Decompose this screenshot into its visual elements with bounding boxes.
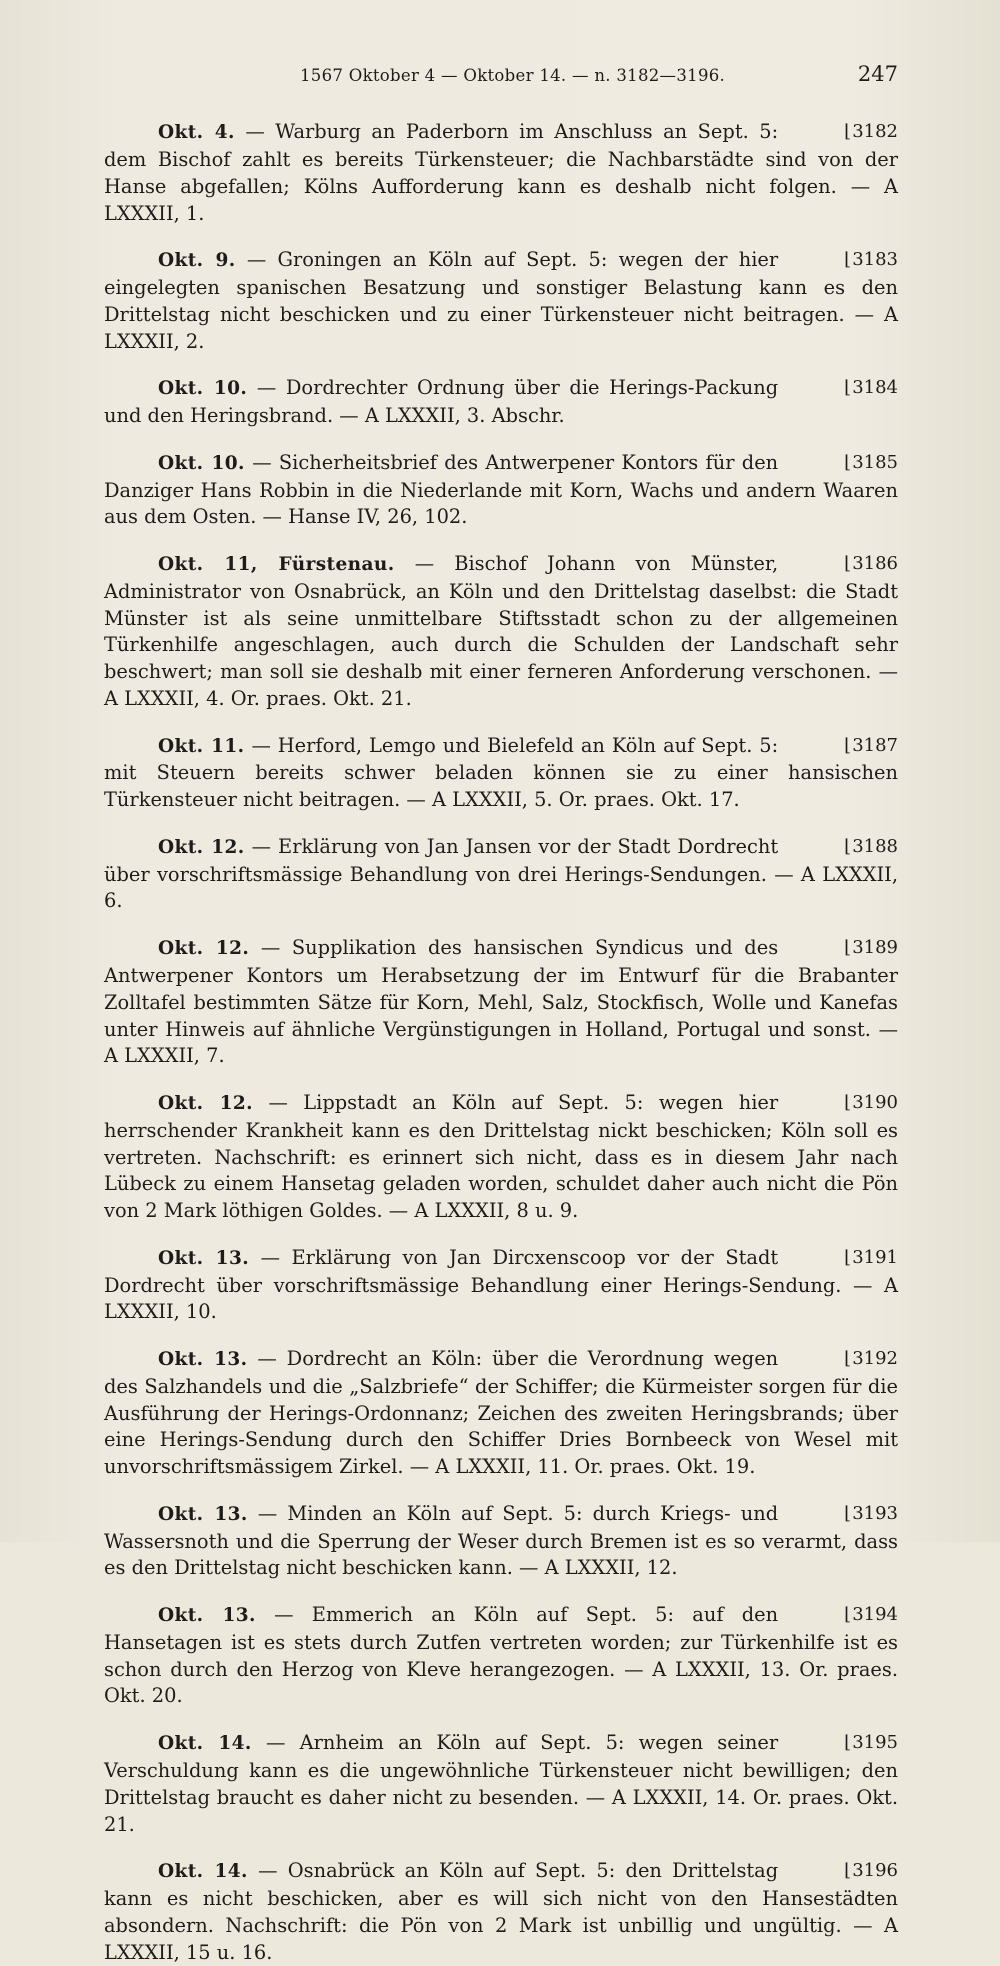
entry-number: 3190 xyxy=(852,1091,898,1113)
register-entry xyxy=(104,1730,898,1839)
entry-text: — Arnheim an Köln auf Sept. 5: wegen seiner Verschuldung kann es die ungewöhnliche Türkensteuer nicht bewilligen; den Drittelstag braucht es daher nicht zu besenden. — A LXXXII, 14. Or. praes. Okt. 21. xyxy=(104,1730,898,1836)
entry-date: Okt. 13. xyxy=(158,1604,256,1626)
entry-text: — Herford, Lemgo und Bielefeld an Köln auf Sept. 5: mit Steuern bereits schwer beladen können sie zu einer hansischen Türkensteuer nicht beitragen. — A LXXXII, 5. Or. praes. Okt. 17. xyxy=(104,733,898,812)
entry-date: Okt. 12. xyxy=(158,937,250,959)
entry-number: 3194 xyxy=(852,1603,898,1625)
entry-number-wrap: ⌊3191 xyxy=(844,1246,898,1268)
entry-number: 3191 xyxy=(852,1246,898,1268)
register-entry xyxy=(104,450,898,532)
entry-date: Okt. 10. xyxy=(158,378,248,400)
entry-text: — Dordrecht an Köln: über die Verordnung wegen des Salzhandels und die „Salzbriefe“ der Schiffer; die Kürmeister sorgen für die Ausführung der Herings-Ordonnanz; Zeichen des zweiten Heringsbrands; über eine Herings-Sendung durch den Schiffer Dries Bornbeeck von Wesel mit unvorschriftsmässigem Zirkel. — A LXXXII, 11. Or. praes. Okt. 19. xyxy=(104,1346,898,1479)
entry-date: Okt. 11. xyxy=(158,735,245,757)
entry-number-wrap: ⌊3182 xyxy=(844,121,898,143)
entry-text: — Warburg an Paderborn im Anschluss an Sept. 5: dem Bischof zahlt es bereits Türkensteuer; die Nachbarstädte sind von der Hanse abgefallen; Kölns Aufforderung kann es deshalb nicht folgen. — A LXXXII, 1. xyxy=(104,120,898,226)
entry-number-wrap: ⌊3196 xyxy=(844,1859,898,1881)
entry-date: Okt. 13. xyxy=(158,1348,248,1370)
register-entry xyxy=(104,1858,898,1966)
entry-number: 3195 xyxy=(852,1731,898,1753)
register-entry xyxy=(104,1245,898,1327)
entry-number-wrap: ⌊3184 xyxy=(844,377,898,399)
register-entries xyxy=(104,119,898,1966)
entry-number: 3196 xyxy=(852,1859,898,1881)
register-entry xyxy=(104,733,898,815)
entry-number: 3184 xyxy=(852,377,898,399)
entry-number: 3188 xyxy=(852,835,898,857)
entry-date: Okt. 4. xyxy=(158,122,235,144)
entry-date: Okt. 11, Fürstenau. xyxy=(158,553,395,575)
entry-text: — Osnabrück an Köln auf Sept. 5: den Drittelstag kann es nicht beschicken, aber es will sich nicht von den Hansestädten absondern. Nachschrift: die Pön von 2 Mark ist unbillig und ungültig. — A LXXXII, 15 u. 16. xyxy=(104,1858,898,1964)
entry-date: Okt. 10. xyxy=(158,452,245,474)
entry-number-wrap: ⌊3192 xyxy=(844,1347,898,1369)
running-head: 1567 Oktober 4 — Oktober 14. — n. 3182—3196. xyxy=(300,66,726,85)
entry-text: — Bischof Johann von Münster, Administrator von Osnabrück, an Köln und den Drittelstag daselbst: die Stadt Münster ist als seine unmittelbare Stiftsstadt schon zu der allgemeinen Türkenhilfe angeschlagen, auch durch die Schulden der Landschaft sehr beschwert; man soll sie deshalb mit einer ferneren Anforderung verschonen. — A LXXXII, 4. Or. praes. Okt. 21. xyxy=(104,551,898,711)
entry-text: — Lippstadt an Köln auf Sept. 5: wegen hier herrschender Krankheit kann es den Drittelstag nickt beschicken; Köln soll es vertreten. Nachschrift: es erinnert sich nicht, dass es in diesem Jahr nach Lübeck zu einem Hansetag geladen worden, schuldet daher auch nicht die Pön von 2 Mark löthigen Goldes. — A LXXXII, 8 u. 9. xyxy=(104,1090,898,1223)
entry-date: Okt. 14. xyxy=(158,1732,252,1754)
entry-text: — Groningen an Köln auf Sept. 5: wegen der hier eingelegten spanischen Besatzung und sonstiger Belastung kann es den Drittelstag nicht beschicken und zu einer Türkensteuer nicht beitragen. — A LXXXII, 2. xyxy=(104,248,898,354)
entry-text: — Emmerich an Köln auf Sept. 5: auf den Hansetagen ist es stets durch Zutfen vertreten worden; zur Türkenhilfe ist es schon durch den Herzog von Kleve herangezogen. — A LXXXII, 13. Or. praes. Okt. 20. xyxy=(104,1602,898,1708)
entry-date: Okt. 9. xyxy=(158,250,236,272)
entry-text: — Supplikation des hansischen Syndicus und des Antwerpener Kontors um Herabsetzung der im Entwurf für die Brabanter Zolltafel bestimmten Sätze für Korn, Mehl, Salz, Stockfisch, Wolle und Kanefas unter Hinweis auf ähnliche Vergünstigungen in Holland, Portugal und sonst. — A LXXXII, 7. xyxy=(104,935,898,1068)
entry-number: 3185 xyxy=(852,451,898,473)
register-entry xyxy=(104,375,898,430)
entry-number: 3192 xyxy=(852,1347,898,1369)
entry-number-wrap: ⌊3193 xyxy=(844,1502,898,1524)
entry-text: — Minden an Köln auf Sept. 5: durch Kriegs- und Wassersnoth und die Sperrung der Weser durch Bremen ist es so verarmt, dass es den Drittelstag nicht beschicken kann. — A LXXXII, 12. xyxy=(104,1501,898,1580)
register-entry xyxy=(104,834,898,916)
page-header xyxy=(104,60,898,100)
entry-date: Okt. 13. xyxy=(158,1503,248,1525)
entry-number-wrap: ⌊3185 xyxy=(844,451,898,473)
entry-text: — Erklärung von Jan Dircxenscoop vor der Stadt Dordrecht über vorschriftsmässige Behandlung einer Herings-Sendung. — A LXXXII, 10. xyxy=(104,1245,898,1324)
entry-number: 3193 xyxy=(852,1502,898,1524)
entry-number-wrap: ⌊3188 xyxy=(844,835,898,857)
entry-text: — Erklärung von Jan Jansen vor der Stadt Dordrecht über vorschriftsmässige Behandlung von drei Herings-Sendungen. — A LXXXII, 6. xyxy=(104,834,898,913)
entry-text: — Sicherheitsbrief des Antwerpener Kontors für den Danziger Hans Robbin in die Niederlande mit Korn, Wachs und andern Waaren aus dem Osten. — Hanse IV, 26, 102. xyxy=(104,450,898,529)
entry-date: Okt. 13. xyxy=(158,1247,250,1269)
entry-number-wrap: ⌊3187 xyxy=(844,734,898,756)
register-entry xyxy=(104,119,898,228)
entry-number: 3189 xyxy=(852,936,898,958)
register-entry xyxy=(104,1602,898,1711)
entry-number-wrap: ⌊3190 xyxy=(844,1091,898,1113)
entry-date: Okt. 14. xyxy=(158,1860,248,1882)
entry-number: 3183 xyxy=(852,249,898,271)
register-entry xyxy=(104,551,898,713)
entry-number: 3182 xyxy=(852,121,898,143)
register-entry xyxy=(104,247,898,356)
entry-number-wrap: ⌊3195 xyxy=(844,1731,898,1753)
register-entry xyxy=(104,935,898,1071)
entry-number: 3187 xyxy=(852,734,898,756)
entry-number-wrap: ⌊3189 xyxy=(844,936,898,958)
entry-number-wrap: ⌊3194 xyxy=(844,1603,898,1625)
entry-number-wrap: ⌊3186 xyxy=(844,552,898,574)
entry-text: — Dordrechter Ordnung über die Herings-Packung und den Heringsbrand. — A LXXXII, 3. Abschr. xyxy=(104,376,779,428)
entry-number-wrap: ⌊3183 xyxy=(844,249,898,271)
register-entry xyxy=(104,1090,898,1226)
entry-date: Okt. 12. xyxy=(158,836,245,858)
entry-number: 3186 xyxy=(852,552,898,574)
entry-date: Okt. 12. xyxy=(158,1092,254,1114)
register-entry xyxy=(104,1346,898,1482)
page-number: 247 xyxy=(857,62,898,86)
